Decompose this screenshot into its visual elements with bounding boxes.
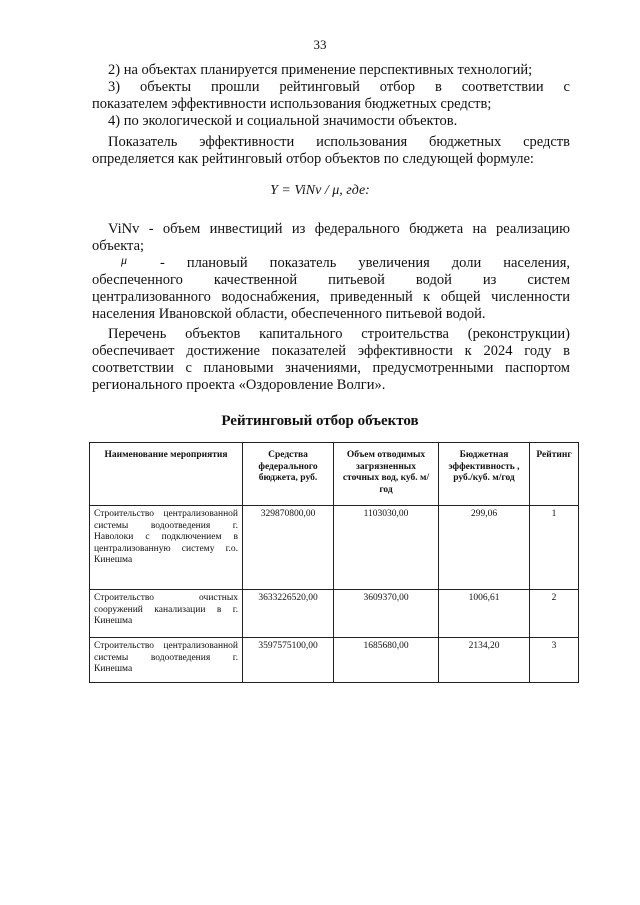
table-row <box>90 590 579 638</box>
cell-federal-funds: 329870800,00 <box>243 506 334 590</box>
header-federal-funds: Средства федерального бюджета, руб. <box>243 443 334 506</box>
indicator-paragraph-line-1: Показатель эффективности использования бюджетных средств <box>108 134 570 150</box>
indicator-paragraph-line-2: определяется как рейтинговый отбор объектов по следующей формуле: <box>92 151 534 167</box>
cell-wastewater-volume: 1685680,00 <box>334 638 439 683</box>
table-row <box>90 638 579 683</box>
table-title: Рейтинговый отбор объектов <box>221 413 419 429</box>
efficiency-formula: Y = ViNv / μ, где: <box>270 183 370 198</box>
table-row <box>90 506 579 590</box>
cell-budget-efficiency: 299,06 <box>439 506 530 590</box>
header-rating: Рейтинг <box>530 443 579 506</box>
cell-event-name: Строительство централизованной системы водоотведения г. Кинешма <box>90 638 243 683</box>
objects-list-paragraph-line-1: Перечень объектов капитального строительства (реконструкции) <box>108 326 570 342</box>
header-event-name: Наименование мероприятия <box>90 443 243 506</box>
cell-event-name: Строительство очистных сооружений канализации в г. Кинешма <box>90 590 243 638</box>
list-item-2: 2) на объектах планируется применение перспективных технологий; <box>108 62 533 78</box>
objects-list-paragraph-line-2: обеспечивает достижение показателей эффективности к 2024 году в <box>92 343 570 359</box>
cell-federal-funds: 3597575100,00 <box>243 638 334 683</box>
cell-wastewater-volume: 1103030,00 <box>334 506 439 590</box>
vinv-definition-line-1: ViNv - объем инвестиций из федерального бюджета на реализацию <box>108 221 570 237</box>
objects-list-paragraph-line-4: регионального проекта «Оздоровление Волги». <box>92 377 386 393</box>
list-item-3-line-1: 3) объекты прошли рейтинговый отбор в соответствии с <box>108 79 570 95</box>
cell-rating: 3 <box>530 638 579 683</box>
mu-definition-line-4: населения Ивановской области, обеспеченного питьевой водой. <box>92 306 486 322</box>
vinv-definition-line-2: объекта; <box>92 238 145 254</box>
cell-budget-efficiency: 1006,61 <box>439 590 530 638</box>
cell-rating: 1 <box>530 506 579 590</box>
page-number: 33 <box>313 37 327 52</box>
mu-definition-line-1: - плановый показатель увеличения доли населения, <box>160 255 570 271</box>
list-item-3-line-2: показателем эффективности использования бюджетных средств; <box>92 96 492 112</box>
cell-budget-efficiency: 2134,20 <box>439 638 530 683</box>
cell-rating: 2 <box>530 590 579 638</box>
mu-definition-line-2: обеспеченного качественной питьевой водой из систем <box>92 272 570 288</box>
list-item-4: 4) по экологической и социальной значимости объектов. <box>108 113 458 129</box>
mu-symbol: μ <box>121 253 128 267</box>
rating-table <box>89 442 579 683</box>
mu-definition-line-3: централизованного водоснабжения, приведенный к общей численности <box>92 289 570 305</box>
table-header-row <box>90 443 579 506</box>
objects-list-paragraph-line-3: соответствии с плановыми значениями, предусмотренными паспортом <box>92 360 570 376</box>
cell-event-name: Строительство централизованной системы водоотведения г. Наволоки с подключением в централизованную систему г.о. Кинешма <box>90 506 243 590</box>
cell-federal-funds: 3633226520,00 <box>243 590 334 638</box>
cell-wastewater-volume: 3609370,00 <box>334 590 439 638</box>
header-wastewater-volume: Объем отводимых загрязненных сточных вод, куб. м/год <box>334 443 439 506</box>
header-budget-efficiency: Бюджетная эффективность , руб./куб. м/год <box>439 443 530 506</box>
